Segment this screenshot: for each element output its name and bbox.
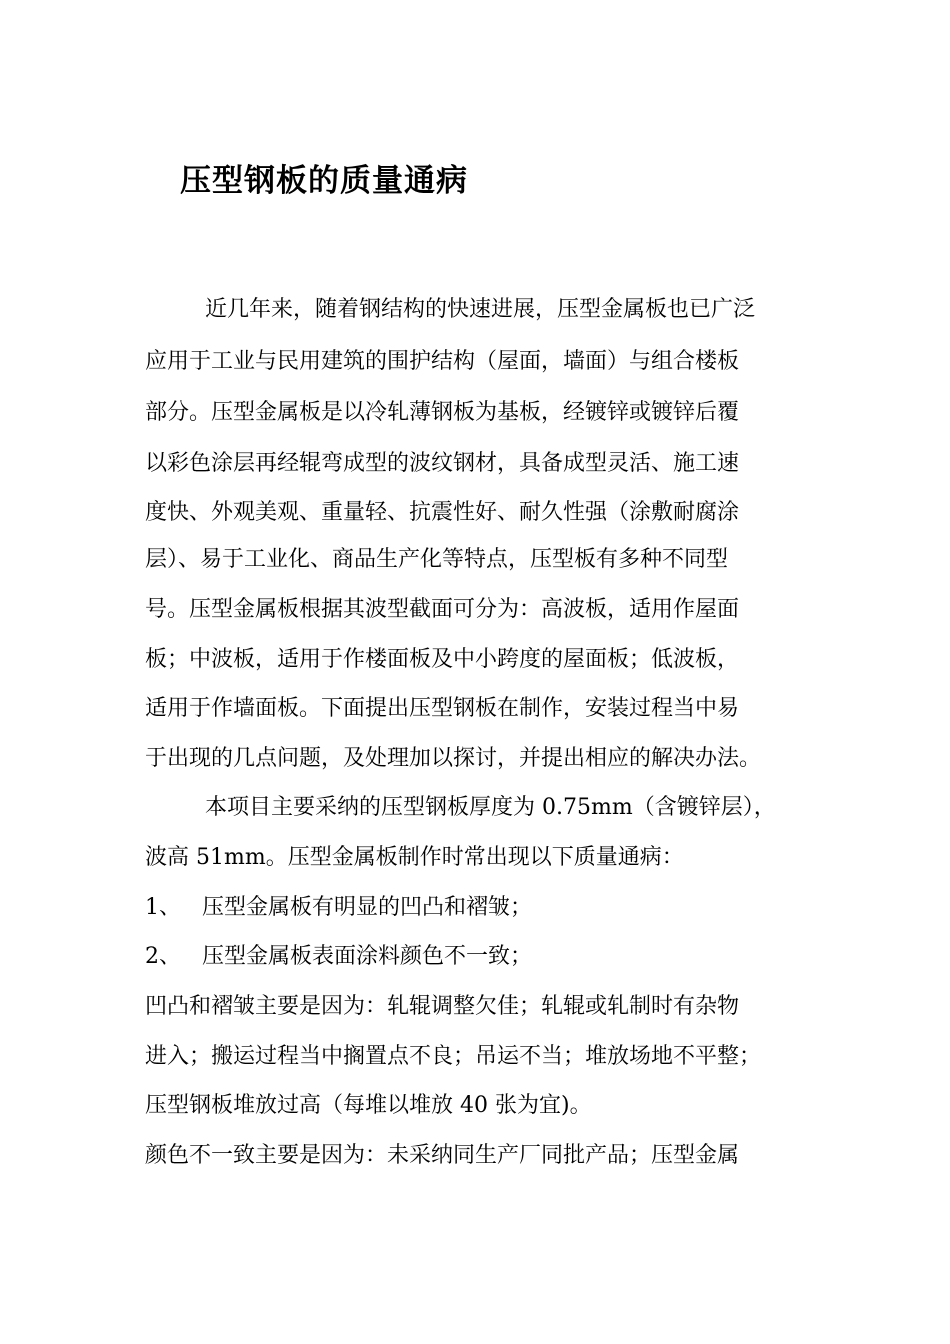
document-title: 压型钢板的质量通病 (180, 163, 468, 199)
list-item-text: 压型金属板表面涂料颜色不一致； (202, 944, 533, 969)
paragraph-line: 波高 51mm。压型金属板制作时常出现以下质量通病： (145, 845, 684, 870)
paragraph-line: 本项目主要采纳的压型钢板厚度为 0.75mm（含镀锌层）， (205, 795, 776, 820)
paragraph-line: 凹凸和褶皱主要是因为：轧辊调整欠佳；轧辊或轧制时有杂物 (145, 994, 740, 1019)
paragraph-line: 压型钢板堆放过高（每堆以堆放 40 张为宜)。 (145, 1093, 592, 1118)
list-item-text: 压型金属板有明显的凹凸和褶皱； (202, 895, 533, 920)
list-item-number: 2、 (145, 944, 181, 969)
paragraph-line: 号。压型金属板根据其波型截面可分为：高波板，适用作屋面 (145, 597, 740, 622)
paragraph-line: 部分。压型金属板是以冷轧薄钢板为基板，经镀锌或镀锌后覆 (145, 400, 740, 425)
paragraph-line: 层）、易于工业化、商品生产化等特点，压型板有多种不同型 (145, 547, 729, 572)
paragraph-line: 进入；搬运过程当中搁置点不良；吊运不当；堆放场地不平整； (145, 1044, 762, 1069)
list-item-number: 1、 (145, 895, 181, 920)
paragraph-line: 度快、外观美观、重量轻、抗震性好、耐久性强（涂敷耐腐涂 (145, 500, 740, 525)
paragraph-line: 板；中波板，适用于作楼面板及中小跨度的屋面板；低波板， (145, 647, 740, 672)
paragraph-line: 近几年来，随着钢结构的快速进展，压型金属板也已广泛 (205, 297, 756, 322)
paragraph-line: 应用于工业与民用建筑的围护结构（屋面，墙面）与组合楼板 (145, 349, 740, 374)
paragraph-line: 适用于作墙面板。下面提出压型钢板在制作，安装过程当中易 (145, 696, 740, 721)
paragraph-line: 颜色不一致主要是因为：未采纳同生产厂同批产品；压型金属 (145, 1143, 740, 1168)
paragraph-line: 以彩色涂层再经辊弯成型的波纹钢材，具备成型灵活、施工速 (145, 451, 740, 476)
paragraph-line: 于出现的几点问题，及处理加以探讨，并提出相应的解决办法。 (145, 746, 762, 771)
